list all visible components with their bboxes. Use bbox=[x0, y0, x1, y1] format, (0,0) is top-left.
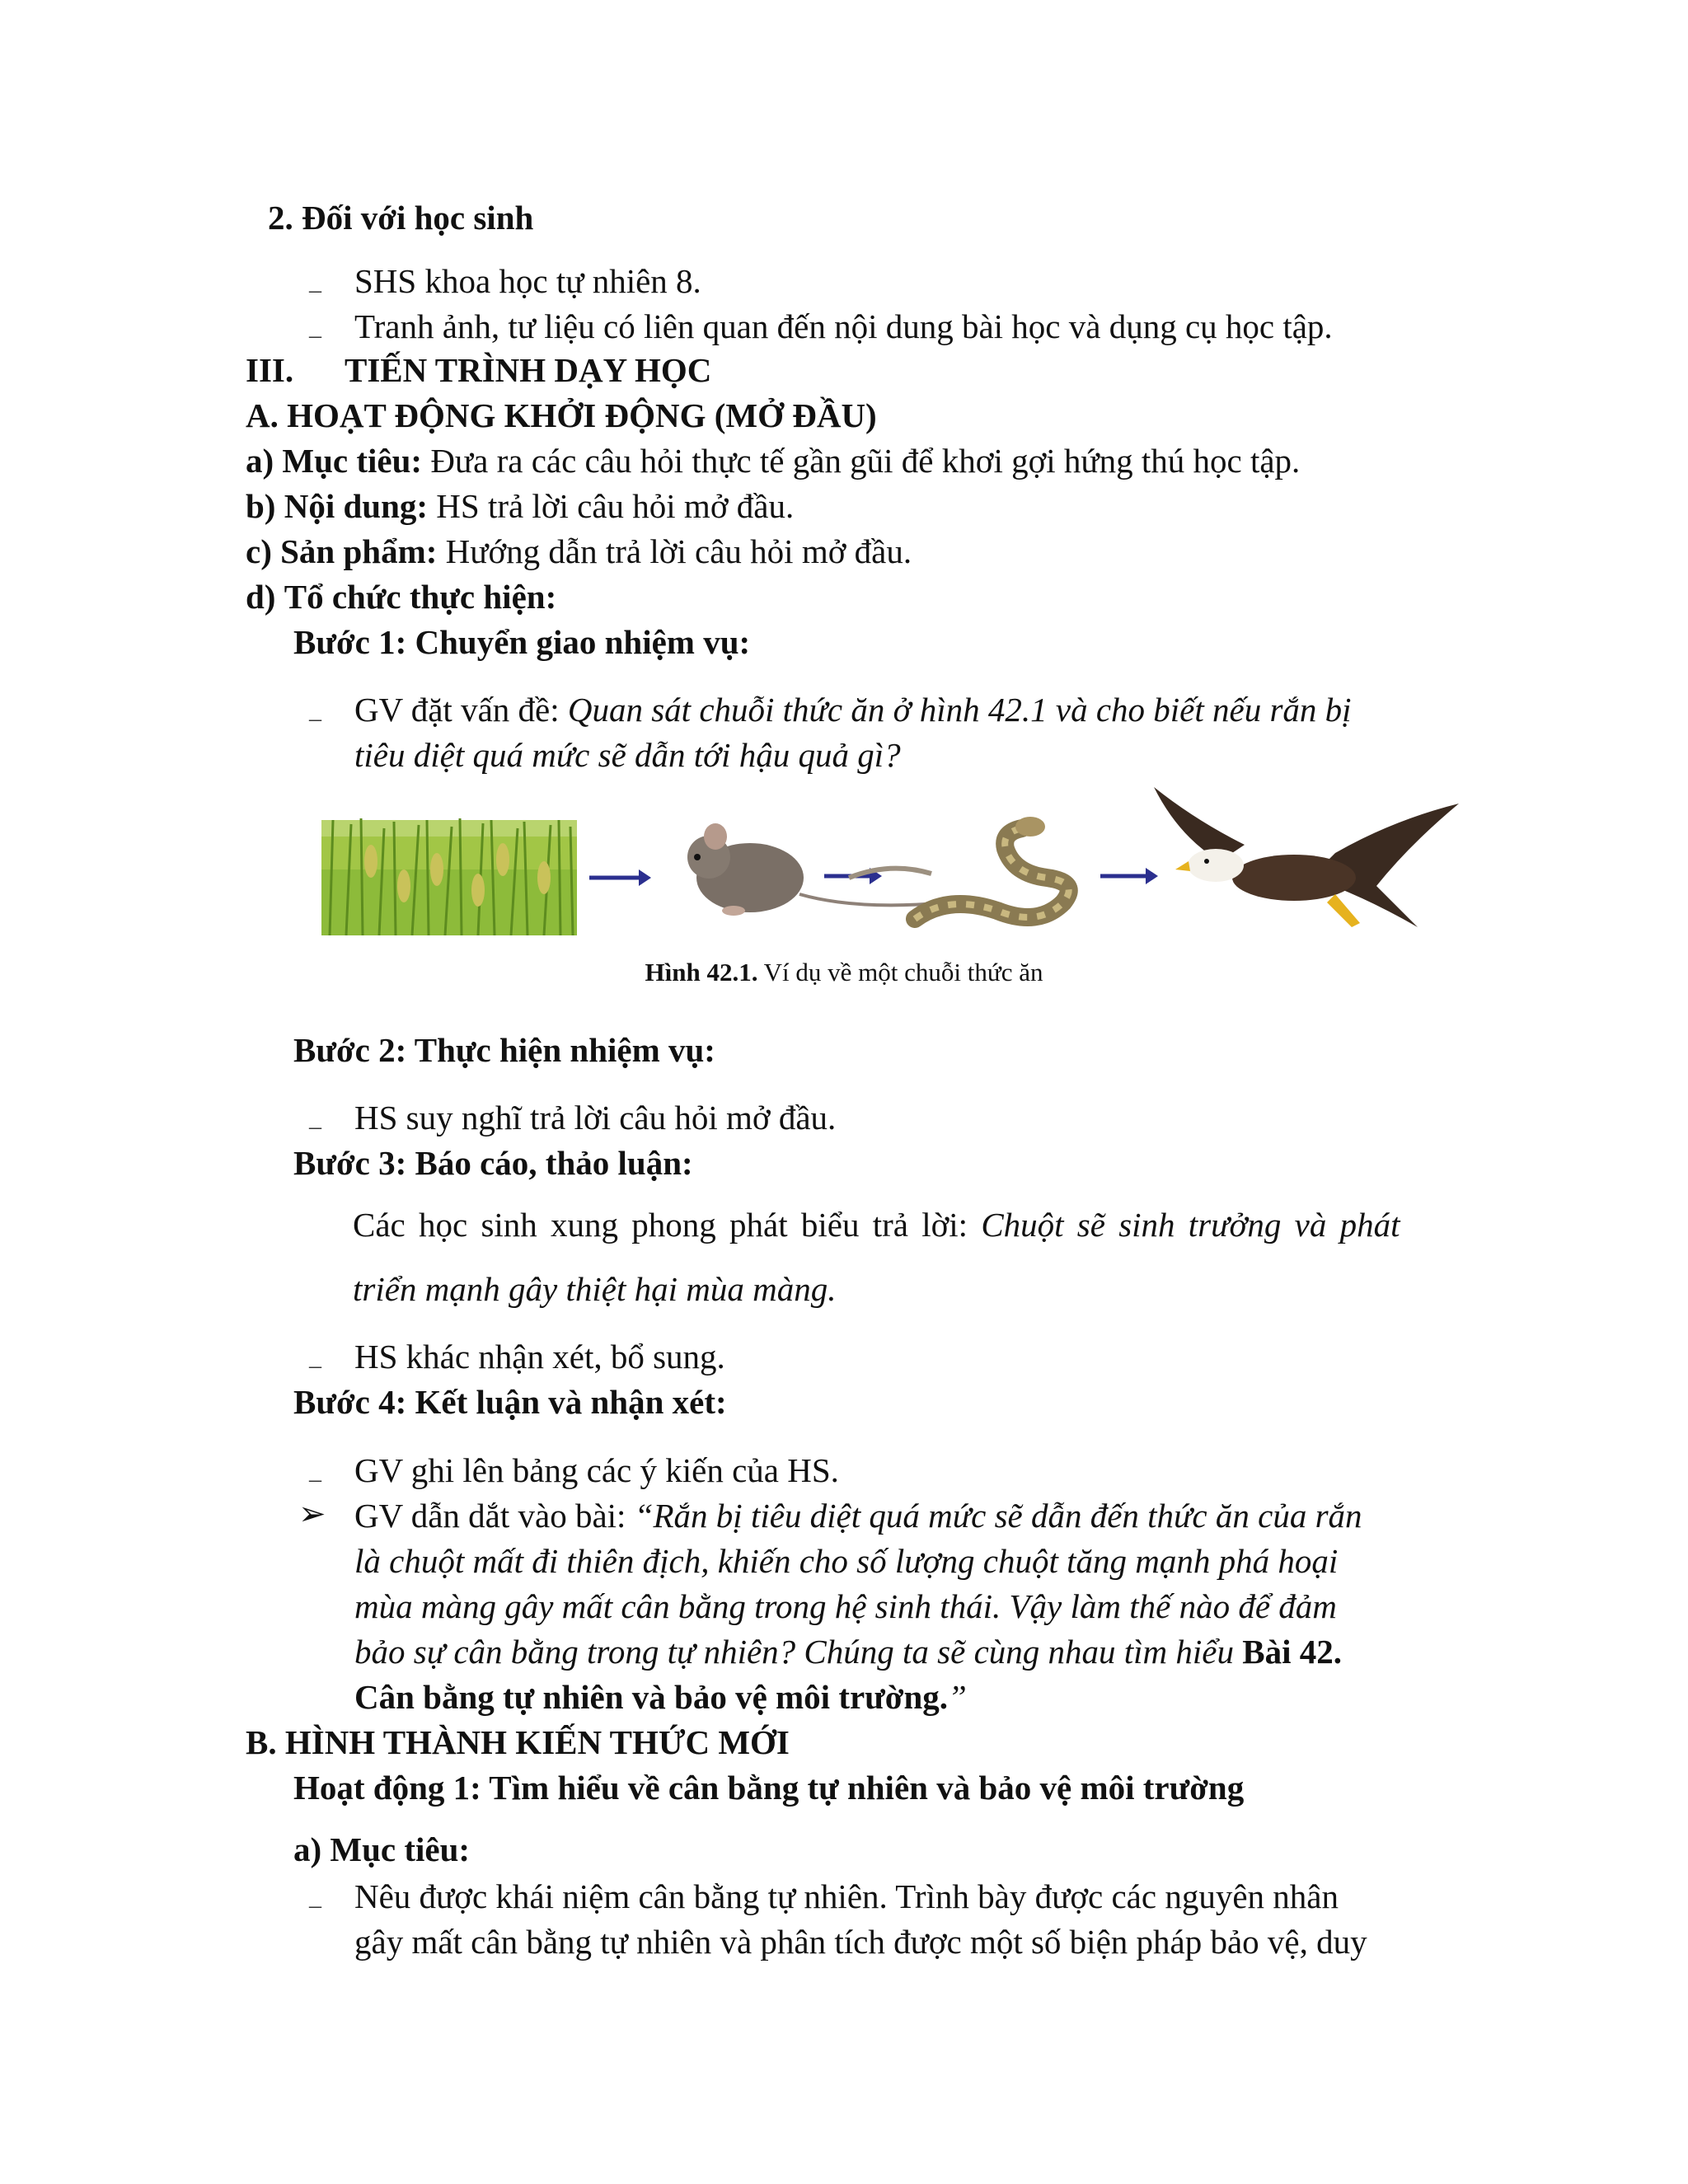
list-marker: d) bbox=[246, 578, 276, 616]
list-marker: c) bbox=[246, 532, 272, 570]
section-heading: 2. Đối với học sinh bbox=[268, 199, 534, 237]
lesson-ref: Bài 42. bbox=[1242, 1633, 1343, 1671]
caption-text: Ví dụ về một chuỗi thức ăn bbox=[757, 958, 1043, 987]
dash-bullet: – bbox=[309, 705, 321, 732]
list-item: gây mất cân bằng tự nhiên và phân tích được một số biện pháp bảo vệ, duy bbox=[354, 1923, 1367, 1961]
dash-bullet: – bbox=[309, 1352, 321, 1379]
quote-text: “Rắn bị tiêu diệt quá mức sẽ dẫn đến thức ăn của rắn bbox=[634, 1497, 1362, 1535]
list-item: HS khác nhận xét, bổ sung. bbox=[354, 1338, 725, 1376]
quote-line: mùa màng gây mất cân bằng trong hệ sinh thái. Vậy làm thế nào để đảm bbox=[354, 1587, 1337, 1625]
step-heading: Bước 3: Báo cáo, thảo luận: bbox=[293, 1144, 693, 1182]
organization-line bbox=[246, 577, 556, 617]
subheading: a) Mục tiêu: bbox=[293, 1830, 471, 1868]
figure-caption bbox=[0, 958, 1688, 987]
section-heading: A. HOẠT ĐỘNG KHỞI ĐỘNG (MỞ ĐẦU) bbox=[246, 396, 877, 434]
step-heading: Bước 1: Chuyển giao nhiệm vụ: bbox=[293, 623, 751, 661]
quote-line bbox=[354, 1677, 967, 1718]
quote-end: ” bbox=[948, 1678, 967, 1716]
field-text: Đưa ra các câu hỏi thực tế gần gũi để khơi gợi hứng thú học tập. bbox=[422, 442, 1301, 480]
quote-line bbox=[354, 1496, 1362, 1536]
rice-grass-image bbox=[321, 818, 577, 935]
quote-text: bảo sự cân bằng trong tự nhiên? Chúng ta sẽ cùng nhau tìm hiểu bbox=[354, 1633, 1243, 1671]
arrowhead-bullet-icon: ➢ bbox=[298, 1495, 326, 1532]
section-heading: TIẾN TRÌNH DẠY HỌC bbox=[345, 351, 712, 389]
dash-bullet: – bbox=[309, 1891, 321, 1919]
quote-line: là chuột mất đi thiên địch, khiến cho số lượng chuột tăng mạnh phá hoại bbox=[354, 1542, 1339, 1580]
section-number: III. bbox=[246, 351, 294, 389]
eagle-image bbox=[1154, 787, 1459, 927]
dash-bullet: – bbox=[309, 1465, 321, 1493]
arrow-icon bbox=[589, 869, 651, 886]
answer-paragraph: triển mạnh gây thiệt hại mùa màng. bbox=[353, 1270, 837, 1308]
lesson-title: Cân bằng tự nhiên và bảo vệ môi trường. bbox=[354, 1678, 949, 1716]
list-item: GV ghi lên bảng các ý kiến của HS. bbox=[354, 1451, 839, 1489]
list-marker: a) bbox=[246, 442, 274, 480]
field-text: Hướng dẫn trả lời câu hỏi mở đầu. bbox=[437, 532, 912, 570]
question-text: Quan sát chuỗi thức ăn ở hình 42.1 và cho biết nếu rắn bị bbox=[567, 691, 1352, 729]
step-heading: Bước 4: Kết luận và nhận xét: bbox=[293, 1383, 727, 1421]
food-chain-figure bbox=[321, 787, 1459, 935]
content-line bbox=[246, 486, 794, 527]
list-marker: b) bbox=[246, 487, 276, 525]
quote-line bbox=[354, 1632, 1342, 1672]
question-line: tiêu diệt quá mức sẽ dẫn tới hậu quả gì? bbox=[354, 736, 901, 774]
question-lead: GV đặt vấn đề: bbox=[354, 691, 568, 729]
objective-line bbox=[246, 441, 1300, 481]
quote-lead: GV dẫn dắt vào bài: bbox=[354, 1497, 635, 1535]
field-label: Mục tiêu: bbox=[282, 442, 423, 480]
list-item: Nêu được khái niệm cân bằng tự nhiên. Trình bày được các nguyên nhân bbox=[354, 1877, 1339, 1915]
field-text: HS trả lời câu hỏi mở đầu. bbox=[428, 487, 795, 525]
section-heading: B. HÌNH THÀNH KIẾN THỨC MỚI bbox=[246, 1723, 790, 1761]
dash-bullet: – bbox=[309, 276, 321, 303]
field-label: Sản phẩm: bbox=[280, 532, 438, 570]
product-line bbox=[246, 532, 912, 572]
dash-bullet: – bbox=[309, 321, 321, 349]
answer-text: Chuột sẽ sinh trưởng và phát bbox=[981, 1206, 1400, 1244]
activity-heading: Hoạt động 1: Tìm hiểu về cân bằng tự nhiên và bảo vệ môi trường bbox=[293, 1769, 1245, 1807]
field-label: Nội dung: bbox=[284, 487, 429, 525]
list-item: HS suy nghĩ trả lời câu hỏi mở đầu. bbox=[354, 1099, 837, 1137]
caption-label: Hình 42.1. bbox=[645, 958, 758, 987]
answer-lead: Các học sinh xung phong phát biểu trả lời: bbox=[353, 1206, 982, 1244]
step-heading: Bước 2: Thực hiện nhiệm vụ: bbox=[293, 1031, 715, 1069]
arrow-icon bbox=[1100, 868, 1158, 884]
question-line bbox=[354, 690, 1352, 730]
answer-paragraph bbox=[353, 1205, 1400, 1245]
field-label: Tổ chức thực hiện: bbox=[284, 578, 557, 616]
dash-bullet: – bbox=[309, 1113, 321, 1140]
list-item: SHS khoa học tự nhiên 8. bbox=[354, 262, 701, 300]
list-item: Tranh ảnh, tư liệu có liên quan đến nội dung bài học và dụng cụ học tập. bbox=[354, 307, 1333, 345]
